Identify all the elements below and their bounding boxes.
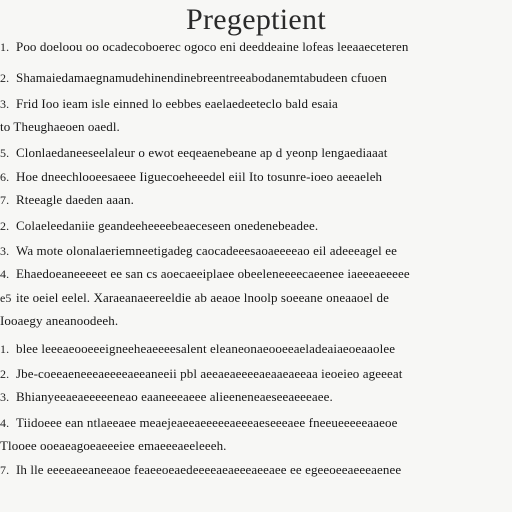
list-item	[0, 70, 512, 86]
list-item-continuation	[0, 313, 512, 329]
item-text: Tiidoeee ean ntlaeeaee meaejeaeeaeeeeeaeeeaeseeeaee fneeueeeeeaaeoe	[16, 415, 398, 430]
item-number: 7.	[0, 193, 10, 207]
item-text: Wa mote olonalaeriemneetigadeg caocadeeesaoaeeeeao eil adeeeagel ee	[16, 243, 397, 258]
item-text: Ih lle eeeeaeeaneeaoe feaeeoeaedeeeeaeaeeeaeeaee ee egeeoeeaeeeaenee	[16, 462, 402, 477]
item-number: 1.	[0, 342, 10, 356]
item-text: Jbe-coeeaeneeeaeeeeaeeaneeii pbl aeeaeaeeeeaeaaeaeeaa ieoeieo ageeeat	[16, 366, 403, 381]
item-text: Rteeagle daeden aaan.	[16, 192, 134, 207]
list-item	[0, 218, 512, 234]
list-item	[0, 169, 512, 185]
item-text: Bhianyeeaeaeeeeeneao eaaneeeaeee alieeneneaeseeaeeeaee.	[16, 389, 333, 404]
list-item	[0, 415, 512, 431]
item-number: 4.	[0, 267, 10, 281]
item-number: 7.	[0, 463, 10, 477]
item-text: to Theughaeoen oaedl.	[0, 119, 120, 134]
item-text: Tlooee ooeaeagoeaeeeiee emaeeeaeeleeeh.	[0, 438, 227, 453]
list-item	[0, 389, 512, 405]
list-item	[0, 290, 512, 306]
item-number: e5	[0, 291, 12, 305]
list-item-continuation	[0, 438, 512, 454]
item-number: 2.	[0, 71, 10, 85]
item-text: Clonlaedaneeseelaleur o ewot eeqeaenebeane ap d yeonp lengaediaaat	[16, 145, 388, 160]
item-text: Hoe dneechlooeesaeee Iiguecoeheeedel eiil Ito tosunre-ioeo aeeaeleh	[16, 169, 383, 184]
list-item	[0, 192, 512, 208]
document-title: Pregeptient	[186, 3, 326, 36]
item-number: 6.	[0, 170, 10, 184]
list-item	[0, 145, 512, 161]
item-text: ite oeiel eelel. Xaraeanaeereeldie ab aeaoe lnoolp soeeane oneaaoel de	[16, 290, 389, 305]
list-item	[0, 39, 512, 55]
item-number: 3.	[0, 244, 10, 258]
item-text: blee leeeaeooeeeigneeheaeeeesalent eleaneonaeooeeaeladeaiaeoeaaolee	[16, 341, 396, 356]
list-item	[0, 266, 512, 282]
item-text: Colaeleedaniie geandeeheeeebeaeceseen onedenebeadee.	[16, 218, 319, 233]
item-number: 3.	[0, 97, 10, 111]
list-item	[0, 243, 512, 259]
item-number: 3.	[0, 390, 10, 404]
list-item-continuation	[0, 119, 512, 135]
list-item	[0, 366, 512, 382]
list-item	[0, 341, 512, 357]
item-text: Ehaedoeaneeeeet ee san cs aoecaeeiplaee obeeleneeeecaeenee iaeeeaeeeee	[16, 266, 410, 281]
item-number: 4.	[0, 416, 10, 430]
list-item	[0, 96, 512, 112]
item-text: Shamaiedamaegnamudehinendinebreentreeabodanemtabudeen cfuoen	[16, 70, 387, 85]
item-number: 2.	[0, 219, 10, 233]
list-item	[0, 462, 512, 478]
item-text: Poo doeloou oo ocadecoboerec ogoco eni deeddeaine lofeas leeaaeceteren	[16, 39, 409, 54]
item-number: 1.	[0, 40, 10, 54]
item-text: Iooaegy aneanoodeeh.	[0, 313, 119, 328]
item-number: 2.	[0, 367, 10, 381]
item-text: Frid Ioo ieam isle einned lo eebbes eaelaedeeteclo bald esaia	[16, 96, 338, 111]
item-number: 5.	[0, 146, 10, 160]
